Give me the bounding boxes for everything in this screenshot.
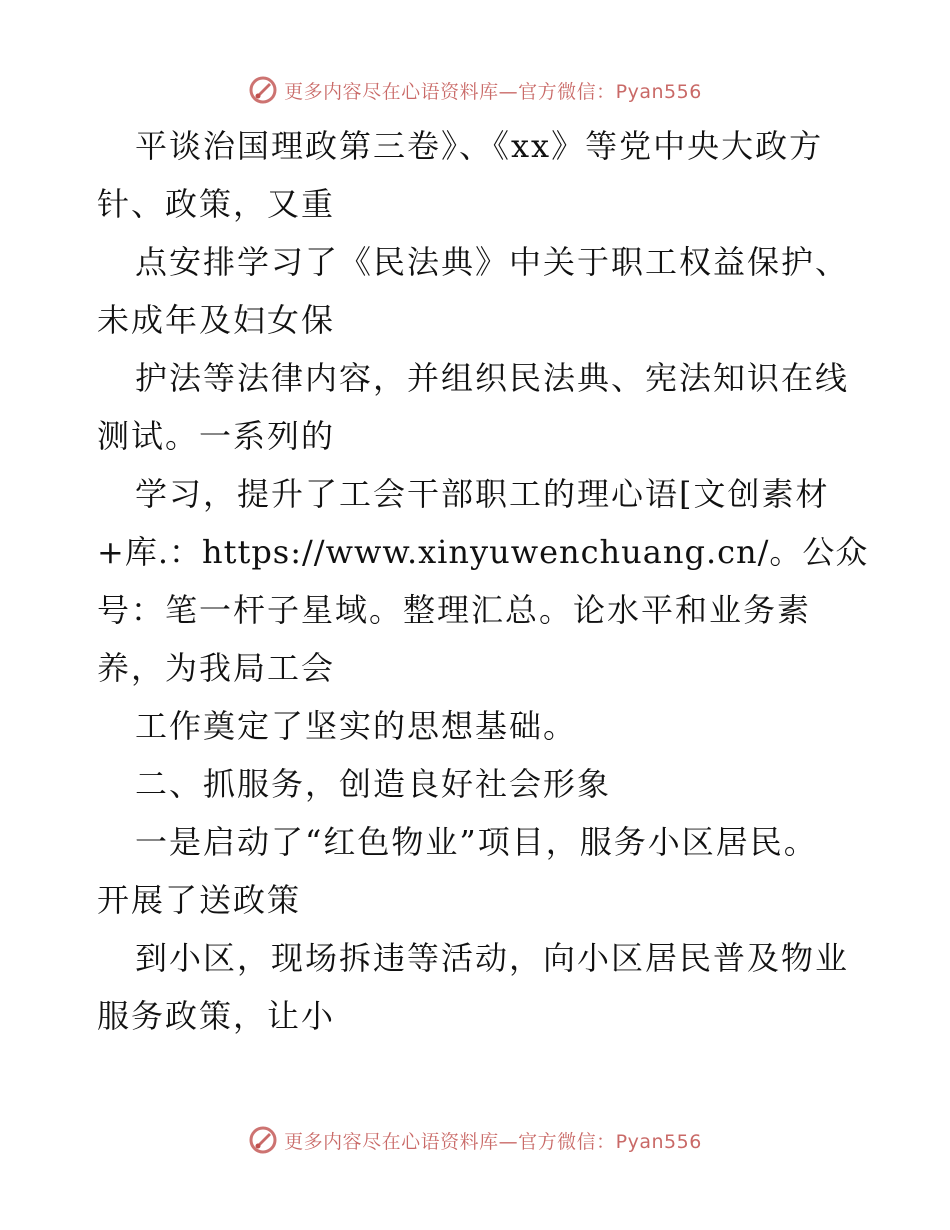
footer-watermark xyxy=(0,1120,950,1160)
text-line: 点安排学习了《民法典》中关于职工权益保护、 xyxy=(135,243,850,281)
text-line: 学习，提升了工会干部职工的理心语[文创素材 xyxy=(135,475,830,513)
text-line: +库.：https://www.xinyuwenchuang.cn/。公众 xyxy=(97,533,869,571)
text-line: 养，为我局工会 xyxy=(97,649,336,687)
text-line: 未成年及妇女保 xyxy=(97,301,336,339)
text-line: 一是启动了“红色物业”项目，服务小区居民。 xyxy=(135,823,818,861)
text-line: 测试。一系列的 xyxy=(97,417,336,455)
brush-seal-icon xyxy=(248,1125,278,1155)
text-line: 平谈治国理政第三卷》、《xx》等党中央大政方 xyxy=(135,127,824,165)
watermark-text: 更多内容尽在心语资料库—官方微信：Pyan556 xyxy=(284,1130,702,1153)
brush-seal-icon xyxy=(248,75,278,105)
section-heading: 二、抓服务，创造良好社会形象 xyxy=(135,765,612,803)
watermark-text: 更多内容尽在心语资料库—官方微信：Pyan556 xyxy=(284,80,702,103)
text-line: 开展了送政策 xyxy=(97,881,302,919)
text-line: 号：笔一杆子星域。整理汇总。论水平和业务素 xyxy=(97,591,812,629)
document-body xyxy=(97,117,877,1045)
text-line: 到小区，现场拆违等活动，向小区居民普及物业 xyxy=(135,939,850,977)
text-line: 工作奠定了坚实的思想基础。 xyxy=(135,707,578,745)
text-line: 服务政策，让小 xyxy=(97,997,336,1035)
text-line: 针、政策，又重 xyxy=(97,185,336,223)
header-watermark xyxy=(0,70,950,110)
text-line: 护法等法律内容，并组织民法典、宪法知识在线 xyxy=(135,359,850,397)
